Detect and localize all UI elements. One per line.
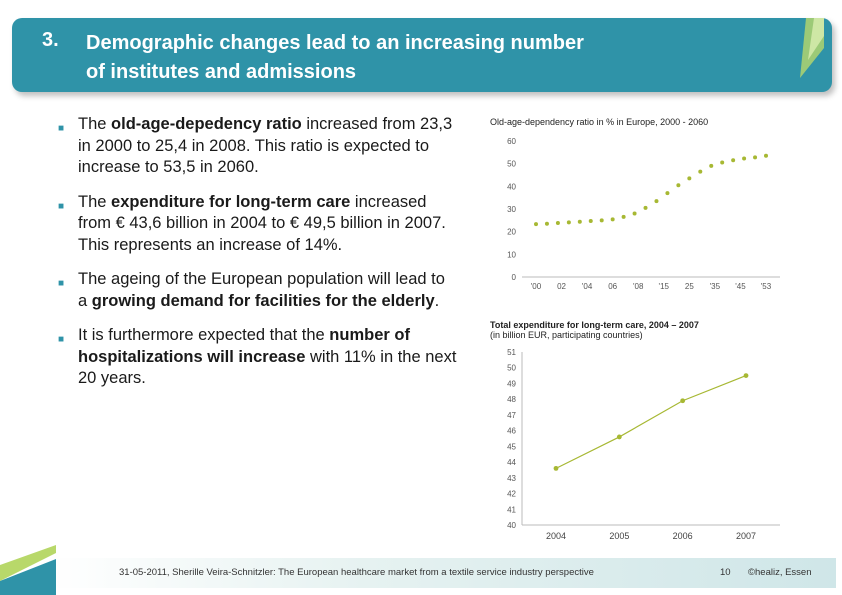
x-tick-label: '08 bbox=[633, 282, 644, 291]
corner-decoration bbox=[0, 545, 56, 595]
data-point bbox=[556, 221, 560, 225]
ltc-expenditure-chart bbox=[490, 320, 790, 550]
data-point bbox=[742, 156, 746, 160]
data-point bbox=[698, 170, 702, 174]
data-point bbox=[600, 218, 604, 222]
y-tick-label: 46 bbox=[507, 426, 516, 436]
data-point bbox=[633, 212, 637, 216]
bullet-list bbox=[58, 114, 458, 403]
bullet-text: The bbox=[78, 192, 112, 211]
data-point bbox=[578, 220, 582, 224]
footer-citation: 31-05-2011, Sherille Veira-Schnitzler: The European healthcare market from a textile service industry perspective bbox=[119, 567, 594, 578]
bullet-text: increased from 23,3 in 2000 to 25,4 in 2008. This ratio is expected to increase to 53,5 in 2060. bbox=[78, 115, 453, 176]
banner-accent-stripes bbox=[798, 18, 824, 92]
data-point bbox=[534, 222, 538, 226]
y-tick-label: 45 bbox=[507, 442, 516, 452]
bullet-marker-icon: ■ bbox=[58, 123, 65, 134]
x-tick-label: 25 bbox=[684, 282, 694, 291]
data-point bbox=[589, 219, 593, 223]
data-point bbox=[644, 206, 648, 210]
x-tick-label: 06 bbox=[608, 282, 618, 291]
bullet-text: . bbox=[434, 291, 440, 310]
y-tick-label: 20 bbox=[507, 227, 516, 237]
page-title bbox=[86, 29, 726, 87]
section-number: 3. bbox=[42, 29, 59, 51]
bullet-item bbox=[58, 192, 458, 257]
y-tick-label: 41 bbox=[507, 505, 516, 515]
x-tick-label: '53 bbox=[760, 282, 772, 291]
bullet-marker-icon: ■ bbox=[58, 200, 65, 212]
bullet-marker-icon: ■ bbox=[58, 334, 65, 345]
data-point bbox=[611, 217, 615, 221]
data-point bbox=[680, 398, 685, 403]
y-tick-label: 43 bbox=[507, 473, 516, 483]
title-line-2: of institutes and admissions bbox=[86, 61, 357, 83]
bullet-text: with 11% in the next 20 years. bbox=[78, 347, 457, 387]
chart-title: Old-age-dependency ratio in % in Europe, 2000 - 2060 bbox=[490, 117, 709, 127]
chart-subtitle: (in billion EUR, participating countries) bbox=[490, 330, 643, 340]
bullet-text: It is furthermore expected that the bbox=[78, 326, 330, 344]
data-point bbox=[753, 155, 757, 159]
title-line-1: Demographic changes lead to an increasing number bbox=[86, 32, 584, 54]
bullet-emphasis: expenditure for long-term care bbox=[111, 192, 351, 211]
data-point bbox=[764, 154, 768, 158]
y-tick-label: 40 bbox=[507, 182, 516, 192]
x-tick-label: '35 bbox=[709, 282, 721, 291]
data-point bbox=[665, 191, 669, 195]
x-tick-label: 2007 bbox=[735, 531, 757, 541]
x-tick-label: 2005 bbox=[609, 531, 630, 541]
x-tick-label: '45 bbox=[735, 282, 746, 291]
ltc-expenditure-plot bbox=[490, 340, 790, 545]
data-point bbox=[687, 176, 691, 180]
data-point bbox=[545, 222, 549, 226]
bullet-item bbox=[58, 325, 458, 390]
data-point bbox=[554, 466, 559, 471]
bullet-text: The bbox=[78, 115, 112, 133]
bullet-emphasis: old-age-depedency ratio bbox=[111, 115, 302, 133]
y-tick-label: 30 bbox=[507, 205, 516, 214]
data-point bbox=[676, 183, 680, 187]
y-tick-label: 42 bbox=[507, 489, 516, 499]
data-point bbox=[617, 435, 622, 440]
dependency-ratio-chart bbox=[490, 117, 790, 297]
page-number: 10 bbox=[720, 567, 731, 578]
y-tick-label: 10 bbox=[507, 250, 516, 260]
y-tick-label: 47 bbox=[507, 410, 516, 420]
y-tick-label: 44 bbox=[507, 458, 516, 468]
data-point bbox=[654, 199, 658, 203]
x-tick-label: '04 bbox=[581, 282, 593, 291]
x-tick-label: 02 bbox=[557, 282, 567, 291]
bullet-item bbox=[58, 269, 458, 312]
y-tick-label: 49 bbox=[507, 379, 516, 389]
copyright: ©healiz, Essen bbox=[748, 567, 812, 578]
data-point bbox=[731, 158, 735, 162]
data-point bbox=[622, 215, 626, 219]
bullet-marker-icon: ■ bbox=[58, 278, 65, 289]
y-tick-label: 40 bbox=[507, 521, 516, 530]
y-tick-label: 50 bbox=[507, 363, 516, 373]
y-tick-label: 60 bbox=[507, 137, 516, 146]
bullet-item bbox=[58, 114, 458, 179]
x-tick-label: '00 bbox=[530, 282, 542, 291]
data-point bbox=[720, 161, 724, 165]
y-tick-label: 0 bbox=[511, 273, 516, 282]
bullet-emphasis: growing demand for facilities for the elderly bbox=[91, 291, 435, 310]
y-tick-label: 51 bbox=[507, 348, 516, 357]
data-point bbox=[567, 220, 571, 224]
x-tick-label: 2004 bbox=[545, 531, 567, 541]
data-point bbox=[744, 373, 749, 378]
x-tick-label: '15 bbox=[658, 282, 669, 291]
x-tick-label: 2006 bbox=[672, 531, 693, 541]
footer bbox=[0, 545, 842, 595]
data-point bbox=[709, 164, 713, 168]
series-line bbox=[556, 376, 746, 469]
bullet-emphasis: number of hospitalizations will increase bbox=[78, 326, 410, 366]
bullet-text: increased from € 43,6 billion in 2004 to € 49,5 billion in 2007. This represents an increase of 14%. bbox=[78, 192, 446, 254]
dependency-ratio-plot bbox=[490, 127, 790, 297]
y-tick-label: 48 bbox=[507, 395, 516, 405]
chart-title: Total expenditure for long-term care, 2004 – 2007 bbox=[490, 320, 699, 330]
y-tick-label: 50 bbox=[507, 159, 516, 169]
bullet-text: The ageing of the European population will lead to a bbox=[78, 270, 445, 310]
